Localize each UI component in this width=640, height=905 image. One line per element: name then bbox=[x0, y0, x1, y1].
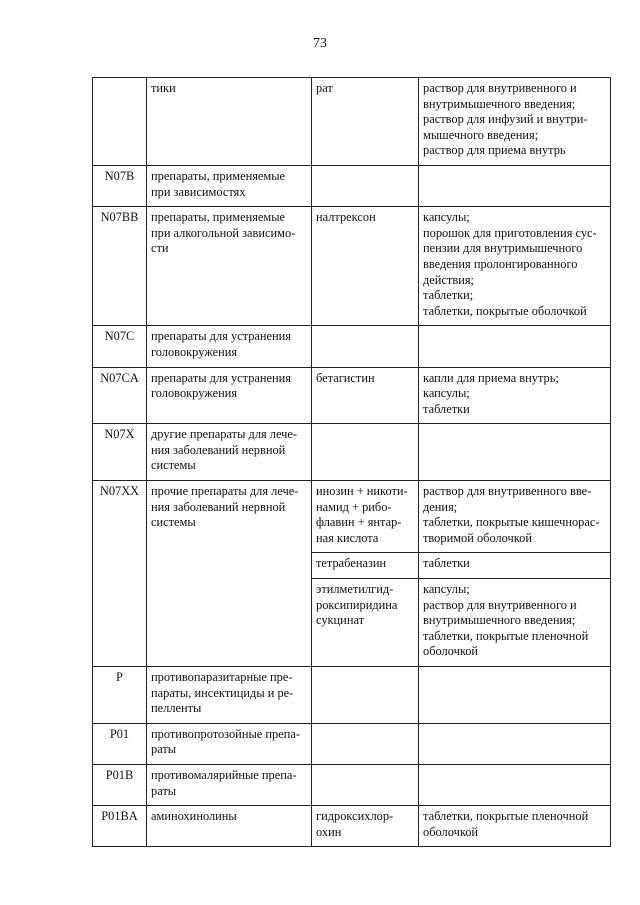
group-name-cell-line: противопротозойные препа- bbox=[151, 726, 300, 741]
table-row bbox=[93, 424, 611, 481]
group-name-cell-line: прочие препараты для лече- bbox=[151, 484, 299, 499]
drug-name-cell-line: налтрексон bbox=[316, 210, 376, 225]
dosage-form-cell-line: порошок для приготовления сус- bbox=[423, 225, 597, 240]
atc-code-cell: N07B bbox=[93, 165, 147, 206]
drug-name-cell-line: сукцинат bbox=[316, 613, 365, 628]
dosage-form-cell-line: раствор для внутривенного вве- bbox=[423, 484, 592, 499]
medication-table-body bbox=[93, 78, 611, 847]
drug-name-cell bbox=[312, 667, 419, 724]
group-name-cell bbox=[147, 78, 312, 166]
table-row bbox=[93, 806, 611, 847]
dosage-form-cell-line: таблетки, покрытые оболочкой bbox=[423, 303, 587, 318]
group-name-cell bbox=[147, 764, 312, 805]
dosage-form-cell bbox=[419, 764, 611, 805]
group-name-cell-line: тики bbox=[151, 81, 176, 95]
drug-name-cell-line: гидроксихлор- bbox=[316, 809, 394, 824]
group-name-cell-line: аминохинолины bbox=[151, 809, 237, 824]
drug-name-cell bbox=[312, 553, 419, 579]
atc-code-cell: N07X bbox=[93, 424, 147, 481]
dosage-form-cell-line: раствор для внутривенного и bbox=[423, 81, 577, 95]
dosage-form-cell bbox=[419, 165, 611, 206]
dosage-form-cell-line: капли для приема внутрь; bbox=[423, 370, 559, 385]
atc-code-cell: N07CA bbox=[93, 367, 147, 424]
table-row bbox=[93, 723, 611, 764]
group-name-cell bbox=[147, 326, 312, 367]
table-row bbox=[93, 667, 611, 724]
drug-name-cell-line: ная кислота bbox=[316, 530, 379, 545]
group-name-cell-line: ния заболеваний нервной bbox=[151, 499, 286, 514]
atc-code-cell: P bbox=[93, 667, 147, 724]
table-row bbox=[93, 367, 611, 424]
dosage-form-cell-line: таблетки, покрытые пленочной bbox=[423, 628, 589, 643]
group-name-cell-line: головокружения bbox=[151, 344, 238, 359]
dosage-form-cell-line: оболочкой bbox=[423, 824, 479, 839]
group-name-cell-line: ния заболеваний нервной bbox=[151, 442, 286, 457]
drug-name-cell bbox=[312, 764, 419, 805]
dosage-form-cell-line: оболочкой bbox=[423, 644, 479, 659]
dosage-form-cell-line: таблетки bbox=[423, 401, 470, 416]
dosage-form-cell-line: таблетки, покрытые пленочной bbox=[423, 809, 589, 824]
dosage-form-cell-line: введения пролонгированного bbox=[423, 256, 578, 271]
group-name-cell bbox=[147, 367, 312, 424]
group-name-cell-line: препараты, применяемые bbox=[151, 168, 286, 183]
table-row bbox=[93, 764, 611, 805]
atc-code-cell bbox=[93, 78, 147, 166]
group-name-cell-line: противопаразитарные пре- bbox=[151, 670, 293, 684]
dosage-form-cell-line: раствор для внутривенного и bbox=[423, 597, 577, 612]
dosage-form-cell-line: раствор для приема внутрь bbox=[423, 143, 566, 158]
drug-name-cell bbox=[312, 723, 419, 764]
dosage-form-cell bbox=[419, 326, 611, 367]
group-name-cell bbox=[147, 207, 312, 326]
dosage-form-cell bbox=[419, 553, 611, 579]
drug-name-cell bbox=[312, 165, 419, 206]
dosage-form-cell bbox=[419, 667, 611, 724]
dosage-form-cell-line: таблетки bbox=[423, 556, 470, 571]
drug-name-cell-line: намид + рибо- bbox=[316, 499, 392, 514]
group-name-cell-line: при алкогольной зависимо- bbox=[151, 225, 296, 240]
dosage-form-cell bbox=[419, 367, 611, 424]
dosage-form-cell-line: дения; bbox=[423, 499, 458, 514]
drug-name-cell-line: роксипиридина bbox=[316, 597, 398, 612]
drug-name-cell-line: рат bbox=[316, 81, 333, 95]
drug-name-cell bbox=[312, 481, 419, 553]
drug-name-cell bbox=[312, 579, 419, 667]
drug-name-cell-line: флавин + янтар- bbox=[316, 515, 402, 530]
drug-name-cell bbox=[312, 806, 419, 847]
dosage-form-cell-line: внутримышечного введения; bbox=[423, 613, 576, 628]
group-name-cell bbox=[147, 481, 312, 667]
dosage-form-cell-line: таблетки, покрытые кишечнорас- bbox=[423, 515, 600, 530]
group-name-cell-line: пелленты bbox=[151, 701, 202, 716]
drug-name-cell-line: этилметилгид- bbox=[316, 582, 394, 597]
group-name-cell bbox=[147, 806, 312, 847]
atc-code-cell: N07BB bbox=[93, 207, 147, 326]
dosage-form-cell-line: действия; bbox=[423, 272, 474, 287]
table-row bbox=[93, 326, 611, 367]
page-number: 73 bbox=[313, 36, 327, 51]
drug-name-cell bbox=[312, 326, 419, 367]
drug-name-cell-line: тетрабеназин bbox=[316, 556, 387, 571]
group-name-cell-line: другие препараты для лече- bbox=[151, 427, 298, 442]
dosage-form-cell bbox=[419, 207, 611, 326]
group-name-cell-line: при зависимостях bbox=[151, 184, 246, 199]
group-name-cell-line: головокружения bbox=[151, 386, 238, 401]
dosage-form-cell bbox=[419, 78, 611, 166]
group-name-cell-line: системы bbox=[151, 515, 196, 530]
medication-table bbox=[92, 77, 611, 847]
atc-code-cell: N07C bbox=[93, 326, 147, 367]
dosage-form-cell bbox=[419, 424, 611, 481]
group-name-cell-line: раты bbox=[151, 783, 177, 798]
table-row bbox=[93, 207, 611, 326]
dosage-form-cell bbox=[419, 723, 611, 764]
atc-code-cell: N07XX bbox=[93, 481, 147, 667]
drug-name-cell-line: инозин + никоти- bbox=[316, 484, 408, 499]
drug-name-cell bbox=[312, 78, 419, 166]
dosage-form-cell-line: капсулы; bbox=[423, 582, 470, 597]
group-name-cell bbox=[147, 723, 312, 764]
group-name-cell-line: препараты, применяемые bbox=[151, 210, 286, 225]
dosage-form-cell-line: внутримышечного введения; bbox=[423, 96, 576, 111]
drug-name-cell bbox=[312, 367, 419, 424]
group-name-cell-line: сти bbox=[151, 241, 169, 256]
drug-name-cell bbox=[312, 424, 419, 481]
dosage-form-cell-line: таблетки; bbox=[423, 288, 474, 303]
dosage-form-cell bbox=[419, 579, 611, 667]
group-name-cell-line: раты bbox=[151, 742, 177, 757]
group-name-cell-line: системы bbox=[151, 458, 196, 473]
group-name-cell-line: препараты для устранения bbox=[151, 370, 291, 385]
dosage-form-cell-line: капсулы; bbox=[423, 210, 470, 225]
dosage-form-cell-line: мышечного введения; bbox=[423, 127, 539, 142]
table-row bbox=[93, 481, 611, 553]
group-name-cell bbox=[147, 424, 312, 481]
group-name-cell-line: препараты для устранения bbox=[151, 329, 291, 344]
group-name-cell-line: параты, инсектициды и ре- bbox=[151, 685, 294, 700]
dosage-form-cell-line: творимой оболочкой bbox=[423, 530, 533, 545]
dosage-form-cell bbox=[419, 806, 611, 847]
table-row bbox=[93, 78, 611, 166]
drug-name-cell-line: охин bbox=[316, 824, 342, 839]
atc-code-cell: P01BA bbox=[93, 806, 147, 847]
drug-name-cell-line: бетагистин bbox=[316, 370, 375, 385]
group-name-cell bbox=[147, 667, 312, 724]
dosage-form-cell-line: капсулы; bbox=[423, 386, 470, 401]
dosage-form-cell bbox=[419, 481, 611, 553]
atc-code-cell: P01B bbox=[93, 764, 147, 805]
dosage-form-cell-line: пензии для внутримышечного bbox=[423, 241, 583, 256]
table-row bbox=[93, 165, 611, 206]
dosage-form-cell-line: раствор для инфузий и внутри- bbox=[423, 112, 588, 127]
atc-code-cell: P01 bbox=[93, 723, 147, 764]
group-name-cell bbox=[147, 165, 312, 206]
group-name-cell-line: противомалярийные препа- bbox=[151, 767, 297, 782]
drug-name-cell bbox=[312, 207, 419, 326]
